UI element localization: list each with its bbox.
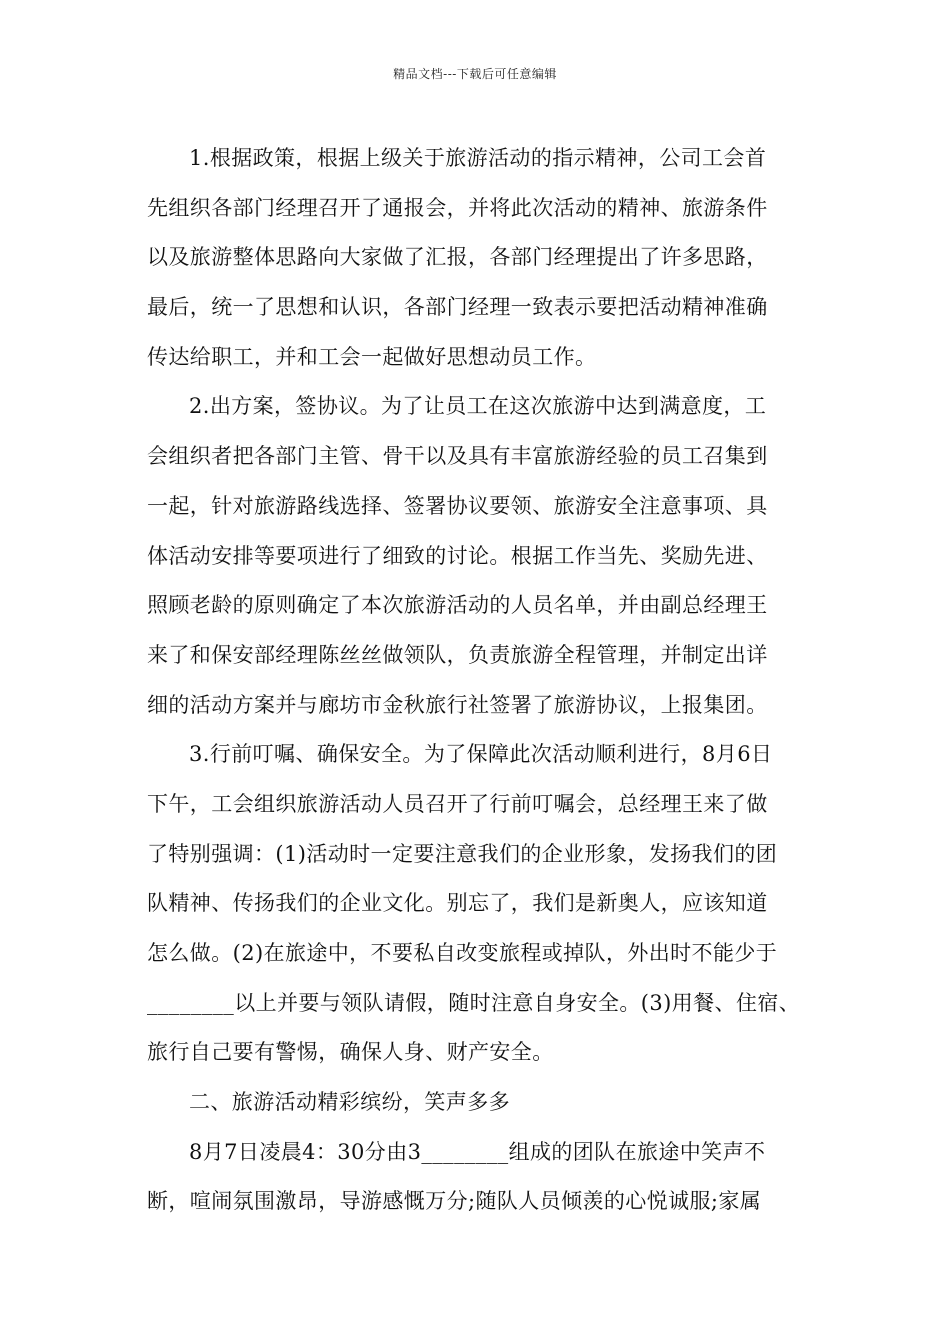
paragraph-3-line-1: 3.行前叮嘱、确保安全。为了保障此次活动顺利进行，8月6日 xyxy=(189,742,773,767)
paragraph-3-line-7: 旅行自己要有警惕，确保人身、财产安全。 xyxy=(147,1040,554,1065)
paragraph-3-line-6: ________以上并要与领队请假，随时注意自身安全。(3)用餐、住宿、 xyxy=(147,990,801,1015)
paragraph-2-line-6: 来了和保安部经理陈丝丝做领队，负责旅游全程管理，并制定出详 xyxy=(147,642,768,667)
paragraph-3-line-2: 下午，工会组织旅游活动人员召开了行前叮嘱会，总经理王来了做 xyxy=(147,791,768,816)
paragraph-1-line-2: 先组织各部门经理召开了通报会，并将此次活动的精神、旅游条件 xyxy=(147,195,768,220)
paragraph-4-line-1: 8月7日凌晨4：30分由3________组成的团队在旅途中笑声不 xyxy=(189,1139,766,1164)
paragraph-2-line-7: 细的活动方案并与廊坊市金秋旅行社签署了旅游协议，上报集团。 xyxy=(147,692,768,717)
document-body xyxy=(147,134,813,1227)
page-header: 精品文档---下载后可任意编辑 xyxy=(393,67,557,81)
paragraph-3-line-4: 队精神、传扬我们的企业文化。别忘了，我们是新奥人，应该知道 xyxy=(147,891,768,916)
section-heading: 二、旅游活动精彩缤纷，笑声多多 xyxy=(189,1090,510,1115)
paragraph-1-line-1: 1.根据政策，根据上级关于旅游活动的指示精神，公司工会首 xyxy=(189,146,767,170)
paragraph-2-line-5: 照顾老龄的原则确定了本次旅游活动的人员名单，并由副总经理王 xyxy=(147,593,768,618)
paragraph-3-line-3: 了特别强调：(1)活动时一定要注意我们的企业形象，发扬我们的团 xyxy=(147,841,778,866)
paragraph-2-line-3: 一起，针对旅游路线选择、签署协议要领、旅游安全注意事项、具 xyxy=(147,493,768,518)
paragraph-1-line-4: 最后，统一了思想和认识，各部门经理一致表示要把活动精神准确 xyxy=(147,295,768,320)
paragraph-1-line-3: 以及旅游整体思路向大家做了汇报，各部门经理提出了许多思路， xyxy=(147,245,768,270)
paragraph-2-line-1: 2.出方案，签协议。为了让员工在这次旅游中达到满意度，工 xyxy=(189,394,767,419)
paragraph-1-line-5: 传达给职工，并和工会一起做好思想动员工作。 xyxy=(147,344,597,369)
paragraph-3-line-5: 怎么做。(2)在旅途中，不要私自改变旅程或掉队，外出时不能少于 xyxy=(147,941,778,965)
paragraph-4-line-2: 断，喧闹氛围激昂，导游感慨万分;随队人员倾羡的心悦诚服;家属 xyxy=(147,1189,762,1214)
paragraph-2-line-2: 会组织者把各部门主管、骨干以及具有丰富旅游经验的员工召集到 xyxy=(147,444,768,469)
paragraph-2-line-4: 体活动安排等要项进行了细致的讨论。根据工作当先、奖励先进、 xyxy=(147,543,768,568)
